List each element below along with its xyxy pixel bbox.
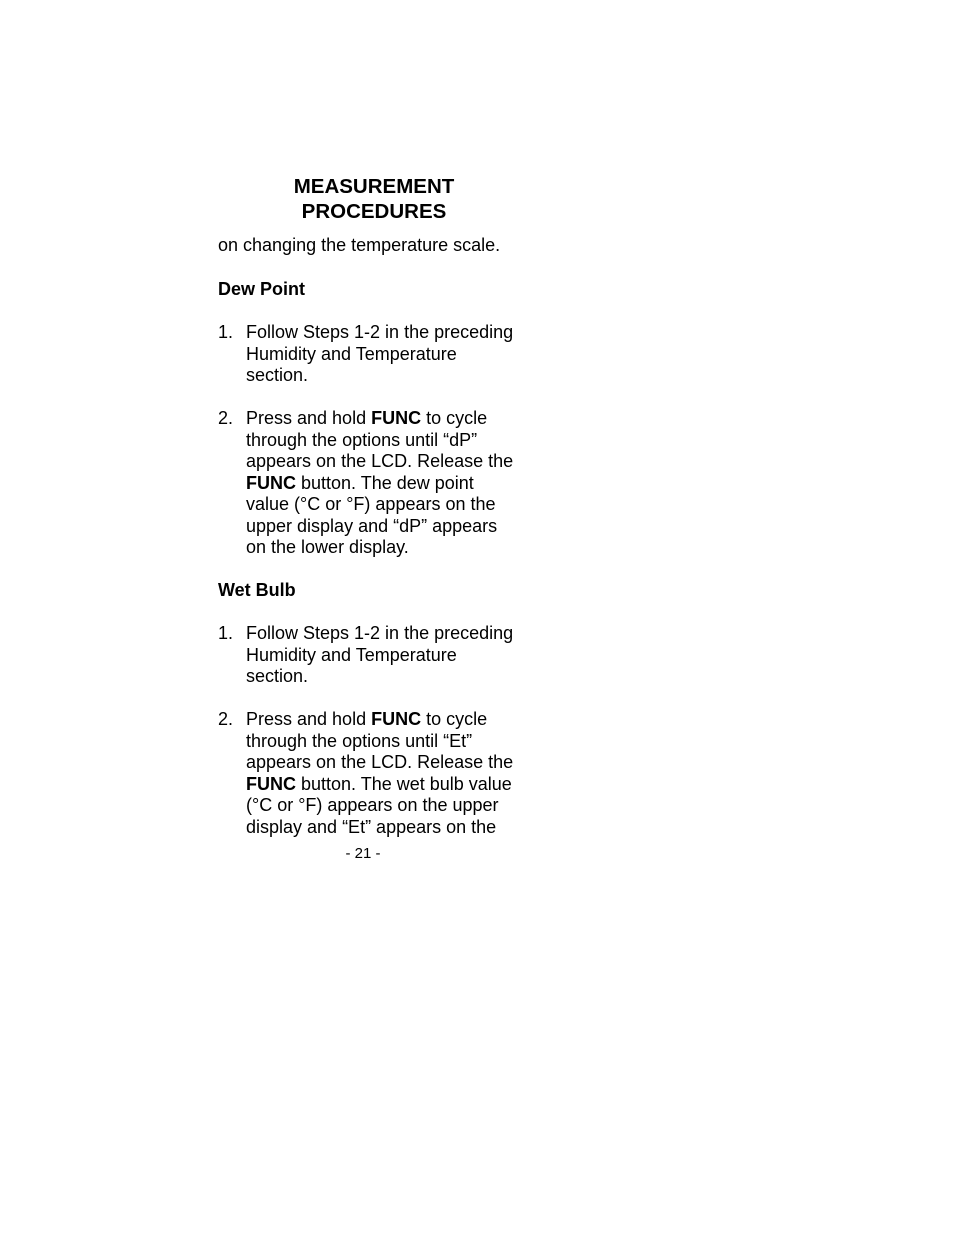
func-button-label: FUNC xyxy=(371,408,422,428)
wet-bulb-step2-line: appears on the LCD. Release the xyxy=(246,752,514,772)
section-title-line-1: MEASUREMENT xyxy=(293,175,455,198)
wet-bulb-step2-line: through the options until “Et” xyxy=(246,730,473,751)
page-number: - 21 - xyxy=(345,845,381,862)
wet-bulb-step1-line: section. xyxy=(246,666,309,686)
dew-point-step1-line: Humidity and Temperature xyxy=(246,343,457,364)
dew-point-step2-line: on the lower display. xyxy=(246,537,409,557)
func-button-label: FUNC xyxy=(246,472,296,493)
dew-point-step1-number: 1. xyxy=(218,322,234,342)
wet-bulb-step2-line: Press and hold FUNC to cycle xyxy=(246,709,488,729)
dew-point-step2-line: Press and hold FUNC to cycle xyxy=(246,408,488,428)
wet-bulb-step2-line: (°C or °F) appears on the upper xyxy=(246,795,499,815)
section-title-line-2: PROCEDURES xyxy=(301,200,447,223)
wet-bulb-step1-number: 1. xyxy=(218,623,234,643)
wet-bulb-step2-line: FUNC button. The wet bulb value xyxy=(246,773,512,794)
dew-point-step2-line: FUNC button. The dew point xyxy=(246,472,474,493)
intro-text: on changing the temperature scale. xyxy=(218,235,501,255)
dew-point-heading: Dew Point xyxy=(218,279,306,299)
dew-point-step1-line: Follow Steps 1-2 in the preceding xyxy=(246,322,514,342)
func-button-label: FUNC xyxy=(246,773,296,794)
wet-bulb-step1-line: Humidity and Temperature xyxy=(246,644,457,665)
wet-bulb-heading: Wet Bulb xyxy=(218,580,296,600)
dew-point-step2-line: value (°C or °F) appears on the xyxy=(246,494,496,514)
wet-bulb-step2-line: display and “Et” appears on the xyxy=(246,816,497,837)
wet-bulb-step1-line: Follow Steps 1-2 in the preceding xyxy=(246,623,514,643)
dew-point-step2-line: upper display and “dP” appears xyxy=(246,515,498,536)
dew-point-step2-line: appears on the LCD. Release the xyxy=(246,451,514,471)
dew-point-step2-line: through the options until “dP” xyxy=(246,429,478,450)
dew-point-step2-number: 2. xyxy=(218,408,234,428)
func-button-label: FUNC xyxy=(371,709,422,729)
wet-bulb-step2-number: 2. xyxy=(218,709,234,729)
dew-point-step1-line: section. xyxy=(246,365,309,385)
